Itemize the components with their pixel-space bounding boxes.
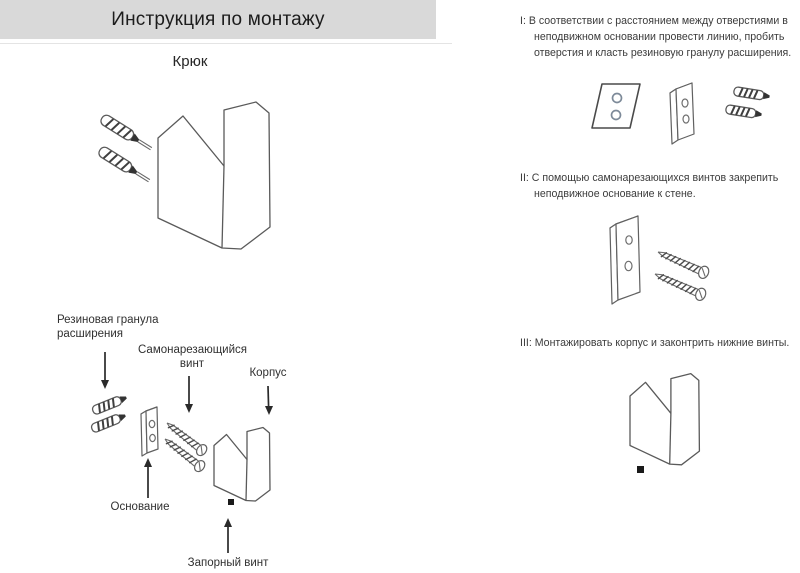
wall-anchor-icon [90, 411, 127, 433]
arrow-down-icon [101, 352, 109, 389]
lock-screw-square [228, 499, 234, 505]
step-1-diagram [558, 76, 788, 158]
base-plate-icon [141, 407, 158, 456]
wall-anchor-icon [725, 105, 762, 120]
label-screw: Самонарезающийся винт [138, 344, 247, 370]
template-hole-icon [613, 94, 622, 103]
hook-body-shape [158, 102, 270, 249]
arrow-down-icon [185, 376, 193, 413]
base-plate-icon [610, 216, 640, 304]
step-2-label: II: [520, 172, 529, 184]
step-1-label: I: [520, 15, 526, 27]
hook-body-shape [214, 428, 270, 502]
base-plate-icon [670, 83, 694, 144]
header-divider [0, 43, 452, 44]
step-2-diagram [595, 212, 765, 312]
wall-anchor-icon [91, 393, 128, 415]
arrow-up-icon [144, 458, 152, 498]
step-3-diagram [615, 362, 765, 482]
product-title: Крюк [172, 53, 208, 70]
step-2-body: С помощью самонарезающихся винтов закрепить неподвижное основание к стене. [531, 172, 779, 200]
step-3-body: Монтажировать корпус и законтрить нижние винты. [534, 337, 790, 349]
wall-anchor-icon [97, 145, 152, 185]
hook-body-shape [630, 374, 699, 465]
step-2-text [520, 170, 800, 202]
arrow-up-icon [224, 518, 232, 553]
label-body: Корпус [249, 367, 287, 379]
step-1-text [520, 13, 800, 61]
step-3-label: III: [520, 337, 532, 349]
page-title: Инструкция по монтажу [111, 8, 325, 30]
step-3-text [520, 335, 800, 351]
template-hole-icon [612, 111, 621, 120]
arrow-down-icon [265, 386, 273, 415]
wall-anchor-icon [733, 87, 770, 102]
marking-template-icon [592, 84, 640, 128]
label-lock-screw: Запорный винт [187, 557, 269, 569]
lock-screw-square [637, 466, 644, 473]
label-base: Основание [110, 501, 170, 513]
hook-overview-drawing [70, 85, 310, 275]
label-rubber-plug: Резиновая гранула расширения [57, 314, 159, 340]
header-band [0, 0, 436, 39]
step-1-body: В соответствии с расстоянием между отверстиями в неподвижном основании провести линию, пробить отверстия и класть резиновую гранулу расширения. [528, 15, 792, 59]
